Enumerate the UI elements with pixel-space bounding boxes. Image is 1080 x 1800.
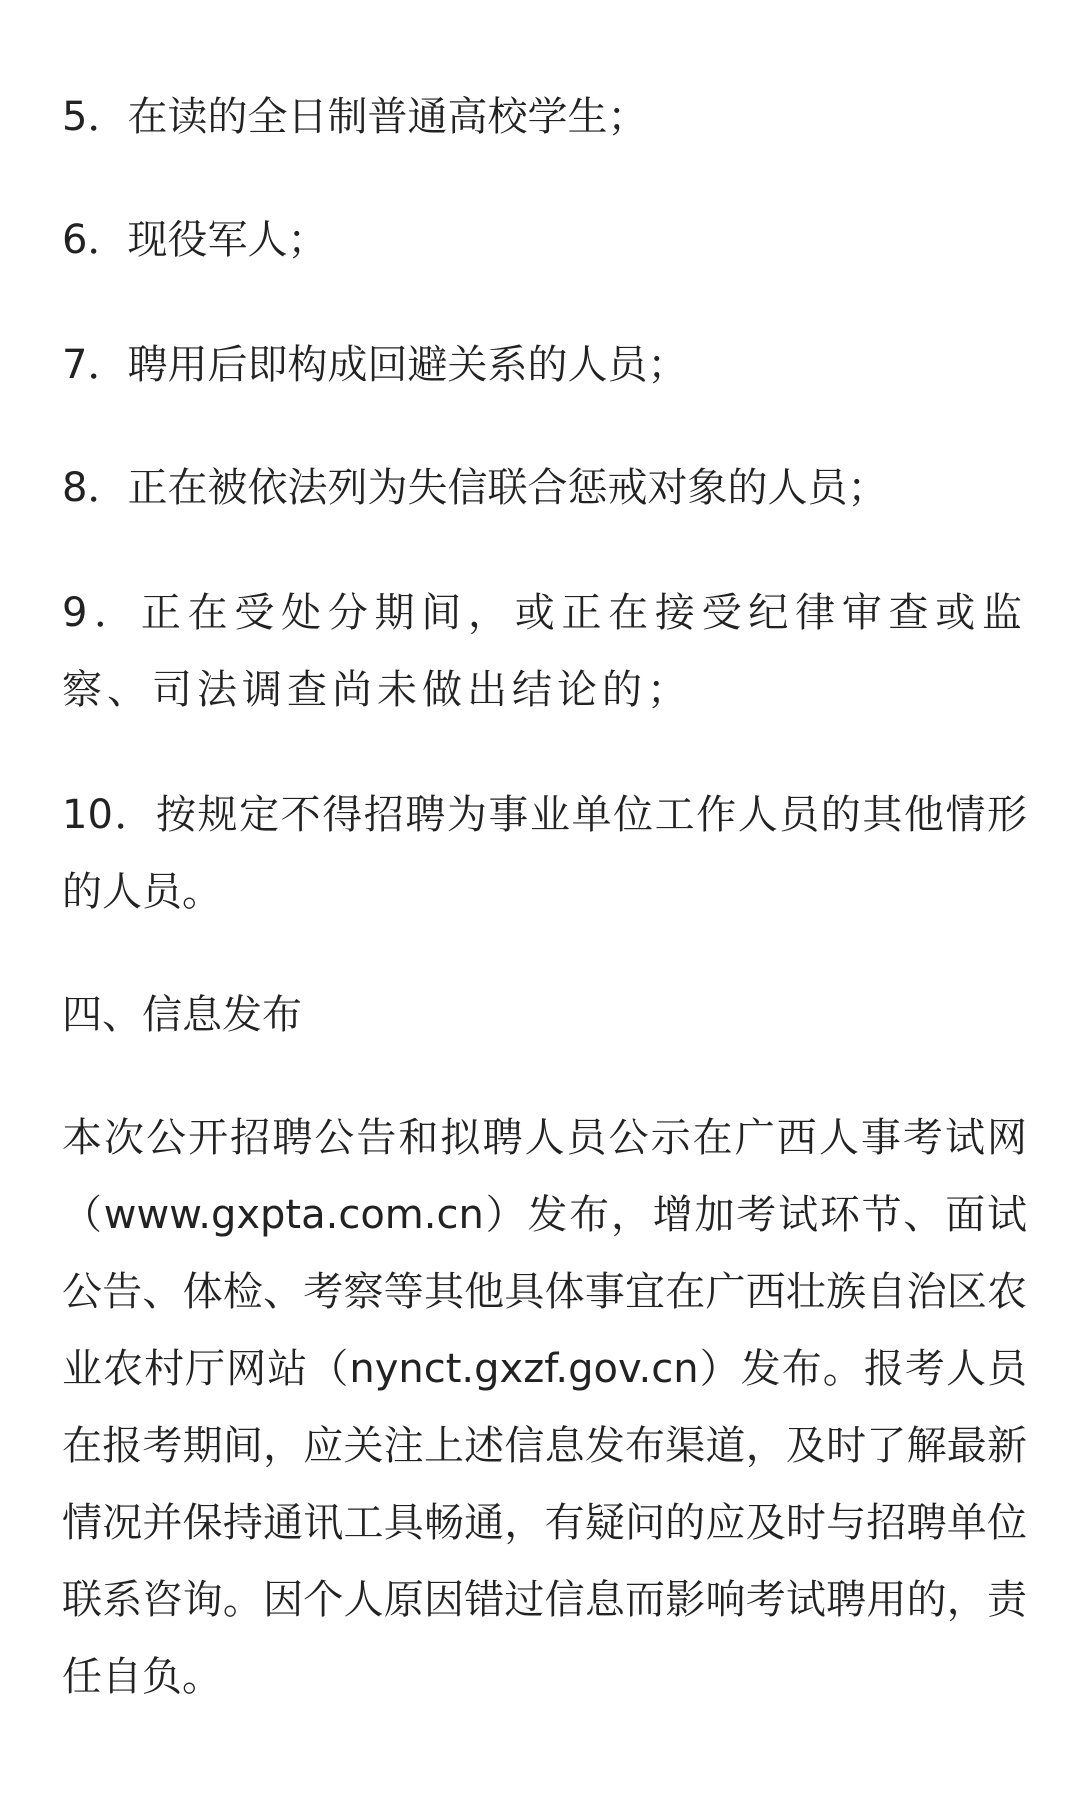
list-item-5: 5．在读的全日制普通高校学生；: [62, 94, 648, 140]
list-item-7: 7．聘用后即构成回避关系的人员；: [62, 342, 688, 388]
list-item-6: 6．现役军人；: [62, 217, 328, 263]
section-heading: 四、信息发布: [62, 992, 302, 1038]
list-item-10: 10．按规定不得招聘为事业单位工作人员的其他情形的人员。: [62, 792, 1027, 915]
list-item-8: 8．正在被依法列为失信联合惩戒对象的人员；: [62, 465, 888, 511]
list-item-9: 9．正在受处分期间，或正在接受纪律审查或监察、司法调查尚未做出结论的；: [62, 590, 1027, 713]
info-paragraph: 本次公开招聘公告和拟聘人员公示在广西人事考试网（www.gxpta.com.cn）发布，增加考试环节、面试公告、体检、考察等其他具体事宜在广西壮族自治区农业农村厅网站（nynct.gxzf.gov.cn）发布。报考人员在报考期间，应关注上述信息发布渠道，及时了解最新情况并保持通讯工具畅通，有疑问的应及时与招聘单位联系咨询。因个人原因错过信息而影响考试聘用的，责任自负。: [62, 1115, 1027, 1700]
